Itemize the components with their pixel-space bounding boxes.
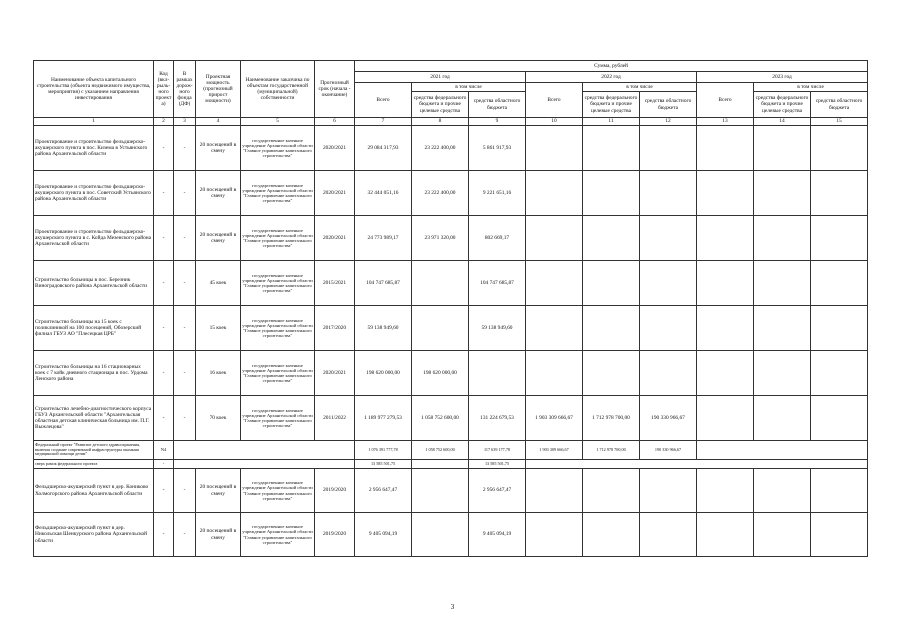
amount-14 xyxy=(754,261,811,306)
period: 2015/2021 xyxy=(315,261,355,306)
amount-8 xyxy=(412,306,469,351)
period: 2019/2020 xyxy=(315,469,355,513)
period: 2020/2021 xyxy=(315,216,355,261)
amount-12 xyxy=(640,306,697,351)
amount-11 xyxy=(583,261,640,306)
amount-10 xyxy=(526,306,583,351)
amount-10 xyxy=(526,351,583,396)
amount-12 xyxy=(640,171,697,216)
col-number: 5 xyxy=(241,118,315,126)
amount-9: 9 405 094,19 xyxy=(469,513,526,557)
amount-15 xyxy=(811,171,868,216)
header-year-2022: 2022 год xyxy=(526,72,697,83)
amount-9: 104 747 685,87 xyxy=(469,261,526,306)
amount-7: 59 138 949,60 xyxy=(355,306,412,351)
capacity: 15 коек xyxy=(196,306,241,351)
amount-8: 23 222 400,00 xyxy=(412,171,469,216)
amount-15 xyxy=(811,306,868,351)
header-federal: средства федерального бюджета и прочие целевые средства xyxy=(754,92,811,118)
amount-8: 1 058 752 600,00 xyxy=(412,396,469,441)
road-fund-flag: - xyxy=(174,261,196,306)
amount-7: 1 076 391 777,78 xyxy=(355,441,412,460)
project-code: - xyxy=(154,216,174,261)
customer: государственное казенное учреждение Архангельской области "Главное управление капитального строительства" xyxy=(241,261,315,306)
beyond-project-code: - xyxy=(154,460,174,469)
amount-15 xyxy=(811,351,868,396)
amount-7: 24 773 989,17 xyxy=(355,216,412,261)
amount-7: 1 189 977 279,53 xyxy=(355,396,412,441)
federal-project-code: N4 xyxy=(154,441,174,460)
amount-14 xyxy=(754,171,811,216)
blank-span xyxy=(697,441,868,460)
amount-12 xyxy=(640,469,697,513)
project-code: - xyxy=(154,513,174,557)
table-row xyxy=(34,126,868,171)
amount-11 xyxy=(583,351,640,396)
amount-8: 198 620 000,00 xyxy=(412,351,469,396)
amount-14 xyxy=(754,351,811,396)
amount-15 xyxy=(811,396,868,441)
amount-9: 59 138 949,60 xyxy=(469,306,526,351)
object-name: Проектирование и строительство фельдшерско-акушерского пункта в пос. Кизема в Устьянского района Архангельской области xyxy=(34,126,154,171)
capacity: 20 посещений в смену xyxy=(196,216,241,261)
road-fund-flag: - xyxy=(174,171,196,216)
blank-span xyxy=(526,460,868,469)
amount-14 xyxy=(754,216,811,261)
project-code: - xyxy=(154,126,174,171)
table-row xyxy=(34,261,868,306)
federal-project-row xyxy=(34,441,868,460)
header-incl: в том числе xyxy=(412,83,526,92)
amount-15 xyxy=(811,469,868,513)
document-page xyxy=(33,60,868,557)
page-number: 3 xyxy=(450,603,455,611)
road-fund-flag: - xyxy=(174,351,196,396)
project-code: - xyxy=(154,261,174,306)
project-code: - xyxy=(154,306,174,351)
amount-9: 2 956 647,47 xyxy=(469,469,526,513)
table-row xyxy=(34,306,868,351)
amount-11: 1 712 978 700,00 xyxy=(583,441,640,460)
amount-13 xyxy=(697,171,754,216)
capacity: 16 коек xyxy=(196,351,241,396)
object-name: Фельдшерско-акушерский пункт в дер. Никольская Шенкурского района Архангельской области xyxy=(34,513,154,557)
header-road-fund: В рамках дорож- ного фонда (ДФ) xyxy=(174,61,196,118)
amount-9: 5 861 917,93 xyxy=(469,126,526,171)
road-fund-flag: - xyxy=(174,513,196,557)
table-row xyxy=(34,469,868,513)
amount-8 xyxy=(412,261,469,306)
col-number: 6 xyxy=(315,118,355,126)
amount-11 xyxy=(583,306,640,351)
amount-10: 1 903 309 666,67 xyxy=(526,396,583,441)
header-period: Прогнозный срок (начала - окончание) xyxy=(315,61,355,118)
column-numbers-row xyxy=(34,118,868,126)
header-total: Всего xyxy=(697,83,754,118)
col-number: 13 xyxy=(697,118,754,126)
col-number: 7 xyxy=(355,118,412,126)
object-name: Проектирование и строительство фельдшерско-акушерского пункта в пос. Советский Устьянского района Архангельской области xyxy=(34,171,154,216)
amount-11 xyxy=(583,126,640,171)
customer: государственное казенное учреждение Архангельской области "Главное управление капитального строительства" xyxy=(241,306,315,351)
customer: государственное казенное учреждение Архангельской области "Главное управление капитального строительства" xyxy=(241,396,315,441)
col-number: 8 xyxy=(412,118,469,126)
amount-12 xyxy=(640,261,697,306)
road-fund-flag: - xyxy=(174,216,196,261)
table-row xyxy=(34,396,868,441)
amount-10 xyxy=(526,216,583,261)
amount-8 xyxy=(412,460,469,469)
amount-7: 32 444 051,16 xyxy=(355,171,412,216)
amount-13 xyxy=(697,513,754,557)
amount-11 xyxy=(583,216,640,261)
project-code: - xyxy=(154,171,174,216)
capacity: 20 посещений в смену xyxy=(196,126,241,171)
amount-15 xyxy=(811,216,868,261)
header-federal: средства федерального бюджета и прочие целевые средства xyxy=(583,92,640,118)
amount-7: 9 405 094,19 xyxy=(355,513,412,557)
amount-12 xyxy=(640,126,697,171)
col-number: 2 xyxy=(154,118,174,126)
header-federal: средства федерального бюджета и прочие целевые средства xyxy=(412,92,469,118)
amount-15 xyxy=(811,513,868,557)
table-row xyxy=(34,351,868,396)
object-name: Строительство больницы на 15 коек с поликлиникой на 100 посещений, Обозерский филиал ГБУЗ АО "Плесецкая ЦРБ" xyxy=(34,306,154,351)
object-name: Строительство больницы в пос. Березник Виноградовского района Архангельской области xyxy=(34,261,154,306)
amount-7: 104 747 685,87 xyxy=(355,261,412,306)
col-number: 12 xyxy=(640,118,697,126)
customer: государственное казенное учреждение Архангельской области "Главное управление капитального строительства" xyxy=(241,513,315,557)
amount-11 xyxy=(583,469,640,513)
blank-span xyxy=(174,460,355,469)
period: 2020/2021 xyxy=(315,171,355,216)
amount-12 xyxy=(640,513,697,557)
object-name: Строительство больницы на 16 стационарных коек с 7 койк дневного стационара в пос. Урдома Ленского района xyxy=(34,351,154,396)
amount-14 xyxy=(754,126,811,171)
amount-7: 29 084 317,93 xyxy=(355,126,412,171)
header-year-2021: 2021 год xyxy=(355,72,526,83)
road-fund-flag: - xyxy=(174,126,196,171)
amount-13 xyxy=(697,469,754,513)
period: 2020/2021 xyxy=(315,126,355,171)
customer: государственное казенное учреждение Архангельской области "Главное управление капитального строительства" xyxy=(241,216,315,261)
amount-14 xyxy=(754,306,811,351)
amount-8 xyxy=(412,513,469,557)
investment-table xyxy=(33,60,868,557)
amount-7: 13 585 501,75 xyxy=(355,460,412,469)
amount-8: 1 058 752 600,00 xyxy=(412,441,469,460)
header-customer: Наименование заказчика по объектам государственной (муниципальной) собственности xyxy=(241,61,315,118)
col-number: 9 xyxy=(469,118,526,126)
object-name: Фельдшерско-акушерский пункт в дер. Кониково Холмогорского района Архангельской области xyxy=(34,469,154,513)
period: 2017/2020 xyxy=(315,306,355,351)
col-number: 15 xyxy=(811,118,868,126)
table-row xyxy=(34,216,868,261)
header-regional: средства областного бюджета xyxy=(811,92,868,118)
amount-13 xyxy=(697,216,754,261)
header-total: Всего xyxy=(526,83,583,118)
road-fund-flag: - xyxy=(174,469,196,513)
beyond-project-row xyxy=(34,460,868,469)
amount-10 xyxy=(526,469,583,513)
capacity: 70 коек xyxy=(196,396,241,441)
period: 2020/2021 xyxy=(315,351,355,396)
amount-10: 1 903 309 666,67 xyxy=(526,441,583,460)
period: 2019/2020 xyxy=(315,513,355,557)
amount-9: 13 585 501,75 xyxy=(469,460,526,469)
amount-13 xyxy=(697,396,754,441)
amount-10 xyxy=(526,261,583,306)
capacity: 20 посещений в смену xyxy=(196,171,241,216)
table-row xyxy=(34,513,868,557)
road-fund-flag: - xyxy=(174,306,196,351)
object-name: Проектирование и строительство фельдшерско-акушерского пункта в с. Койда Мезенского района Архангельской области xyxy=(34,216,154,261)
project-code: - xyxy=(154,469,174,513)
road-fund-flag: - xyxy=(174,396,196,441)
amount-9: 131 224 679,53 xyxy=(469,396,526,441)
amount-11: 1 712 978 700,00 xyxy=(583,396,640,441)
customer: государственное казенное учреждение Архангельской области "Главное управление капитального строительства" xyxy=(241,351,315,396)
header-regional: средства областного бюджета xyxy=(469,92,526,118)
amount-11 xyxy=(583,171,640,216)
federal-project-name: Федеральный проект "Развитие детского здравоохранения, включая создание современной инфраструктуры оказания медицинской помощи детям" xyxy=(34,441,154,460)
project-code: - xyxy=(154,396,174,441)
col-number: 3 xyxy=(174,118,196,126)
col-number: 4 xyxy=(196,118,241,126)
header-name: Наименование объекта капитального строительства (объекта недвижимого имущества, мероприятия) с указанием направления инвестирования xyxy=(34,61,154,118)
col-number: 1 xyxy=(34,118,154,126)
amount-8: 23 222 400,00 xyxy=(412,126,469,171)
amount-10 xyxy=(526,513,583,557)
header-code: Код (вкл- рыль- ного проекта) xyxy=(154,61,174,118)
amount-13 xyxy=(697,261,754,306)
header-incl: в том числе xyxy=(583,83,697,92)
amount-14 xyxy=(754,469,811,513)
period: 2011/2022 xyxy=(315,396,355,441)
header-year-2023: 2023 год xyxy=(697,72,868,83)
amount-9: 802 669,17 xyxy=(469,216,526,261)
col-number: 10 xyxy=(526,118,583,126)
amount-15 xyxy=(811,126,868,171)
customer: государственное казенное учреждение Архангельской области "Главное управление капитального строительства" xyxy=(241,126,315,171)
capacity: 45 коек xyxy=(196,261,241,306)
capacity: 20 посещений в смену xyxy=(196,469,241,513)
amount-12: 190 330 966,67 xyxy=(640,396,697,441)
beyond-project-name: сверх рамок федерального проекта xyxy=(34,460,154,469)
capacity: 20 посещений в смену xyxy=(196,513,241,557)
amount-9: 117 639 177,78 xyxy=(469,441,526,460)
amount-12 xyxy=(640,351,697,396)
object-name: Строительство лечебно-диагностического корпуса ГБУЗ Архангельской области "Архангельская областная детская клиническая больница им. П.Г. Выжлецова" xyxy=(34,396,154,441)
amount-8: 23 971 320,00 xyxy=(412,216,469,261)
amount-10 xyxy=(526,126,583,171)
amount-13 xyxy=(697,126,754,171)
project-code: - xyxy=(154,351,174,396)
amount-12 xyxy=(640,216,697,261)
amount-14 xyxy=(754,396,811,441)
amount-13 xyxy=(697,306,754,351)
amount-7: 198 620 000,00 xyxy=(355,351,412,396)
header-incl: в том числе xyxy=(754,83,868,92)
col-number: 11 xyxy=(583,118,640,126)
customer: государственное казенное учреждение Архангельской области "Главное управление капитального строительства" xyxy=(241,469,315,513)
col-number: 14 xyxy=(754,118,811,126)
blank-span xyxy=(174,441,355,460)
amount-11 xyxy=(583,513,640,557)
header-regional: средства областного бюджета xyxy=(640,92,697,118)
amount-12: 190 330 966,67 xyxy=(640,441,697,460)
amount-15 xyxy=(811,261,868,306)
amount-9 xyxy=(469,351,526,396)
amount-14 xyxy=(754,513,811,557)
table-row xyxy=(34,171,868,216)
amount-8 xyxy=(412,469,469,513)
amount-9: 9 221 651,16 xyxy=(469,171,526,216)
header-capacity: Проектная мощность (прогнозный прирост мощности) xyxy=(196,61,241,118)
header-total: Всего xyxy=(355,83,412,118)
customer: государственное казенное учреждение Архангельской области "Главное управление капитального строительства" xyxy=(241,171,315,216)
amount-13 xyxy=(697,351,754,396)
amount-7: 2 956 647,47 xyxy=(355,469,412,513)
header-sum: Сумма, рублей xyxy=(355,61,868,72)
amount-10 xyxy=(526,171,583,216)
